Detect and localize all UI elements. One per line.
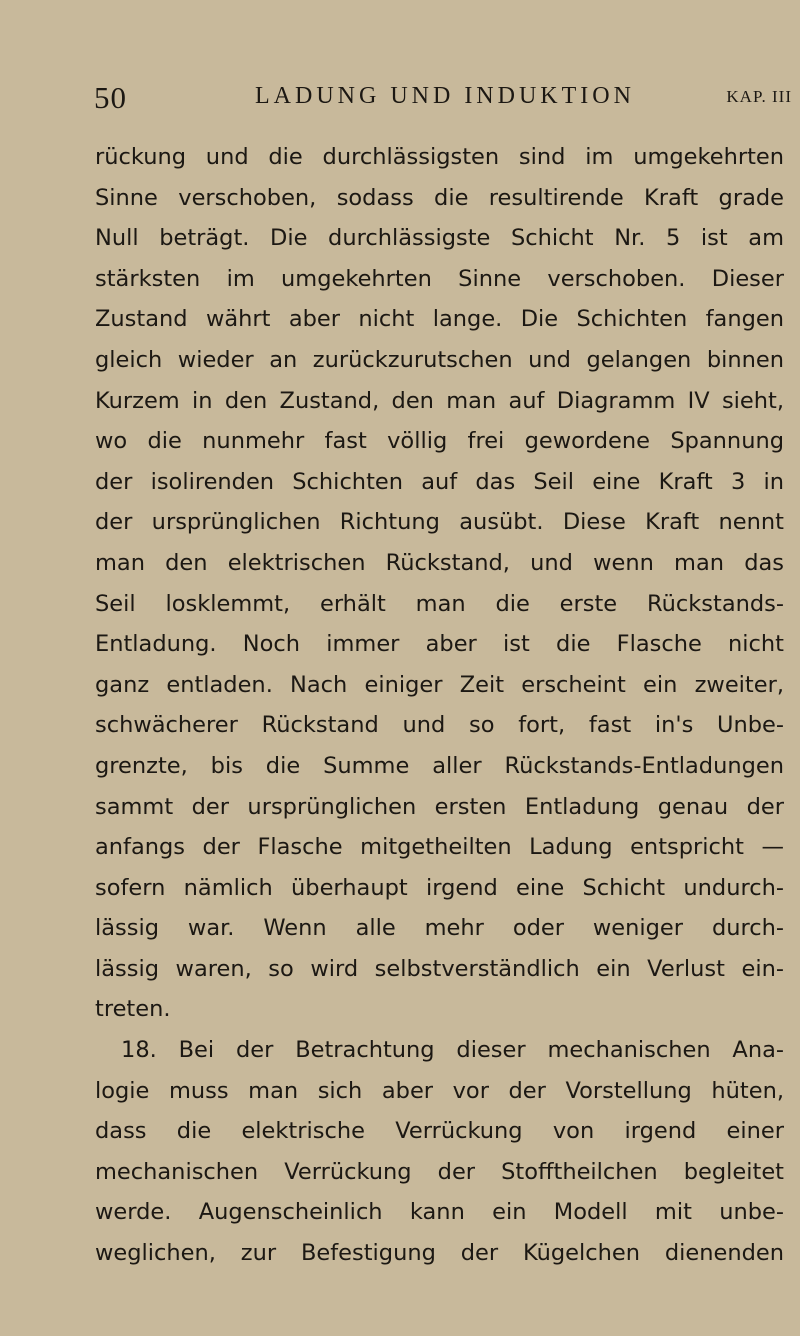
page-header xyxy=(80,74,792,114)
text-line: Seil losklemmt, erhält man die erste Rückstands- xyxy=(95,590,784,617)
text-line: weglichen, zur Befestigung der Kügelchen dienenden xyxy=(95,1240,784,1267)
text-line: logie muss man sich aber vor der Vorstellung hüten, xyxy=(95,1077,784,1104)
text-line: anfangs der Flasche mitgetheilten Ladung entspricht — xyxy=(95,834,784,861)
running-title: LADUNG UND INDUKTION xyxy=(255,83,635,109)
text-line: man den elektrischen Rückstand, und wenn man das xyxy=(95,549,784,576)
text-line: mechanischen Verrückung der Stofftheilchen begleitet xyxy=(95,1158,784,1185)
text-line: Zustand währt aber nicht lange. Die Schichten fangen xyxy=(95,306,784,333)
chapter-marker: KAP. III xyxy=(726,87,792,106)
text-line: rückung und die durchlässigsten sind im umgekehrten xyxy=(95,144,784,170)
text-line: sofern nämlich überhaupt irgend eine Schicht undurch- xyxy=(95,874,784,901)
text-line: lässig waren, so wird selbstverständlich ein Verlust ein- xyxy=(95,955,784,982)
text-line: der ursprünglichen Richtung ausübt. Diese Kraft nennt xyxy=(95,509,784,536)
text-line: werde. Augenscheinlich kann ein Modell mit unbe- xyxy=(95,1199,784,1226)
text-line: schwächerer Rückstand und so fort, fast in's Unbe- xyxy=(95,712,784,739)
text-line: Null beträgt. Die durchlässigste Schicht Nr. 5 ist am xyxy=(95,225,784,252)
text-line: gleich wieder an zurückzurutschen und gelangen binnen xyxy=(95,346,784,373)
text-line: Kurzem in den Zustand, den man auf Diagramm IV sieht, xyxy=(95,387,784,414)
text-line: Entladung. Noch immer aber ist die Flasche nicht xyxy=(95,631,784,658)
text-line: dass die elektrische Verrückung von irgend einer xyxy=(95,1118,784,1145)
paragraph-end-line: treten. xyxy=(95,996,171,1023)
page-number: 50 xyxy=(94,80,127,115)
body-text xyxy=(95,137,784,1274)
text-line: grenzte, bis die Summe aller Rückstands-Entladungen xyxy=(95,752,784,779)
section-18-first-line: 18. Bei der Betrachtung dieser mechanischen Ana- xyxy=(121,1037,784,1064)
text-line: der isolirenden Schichten auf das Seil eine Kraft 3 in xyxy=(95,468,784,495)
text-line: stärksten im umgekehrten Sinne verschoben. Dieser xyxy=(95,265,784,292)
text-line: sammt der ursprünglichen ersten Entladung genau der xyxy=(95,793,784,820)
text-line: wo die nunmehr fast völlig frei gewordene Spannung xyxy=(95,428,784,455)
text-line: Sinne verschoben, sodass die resultirende Kraft grade xyxy=(95,184,784,211)
text-line: lässig war. Wenn alle mehr oder weniger durch- xyxy=(95,915,784,942)
text-line: ganz entladen. Nach einiger Zeit erscheint ein zweiter, xyxy=(95,671,784,698)
